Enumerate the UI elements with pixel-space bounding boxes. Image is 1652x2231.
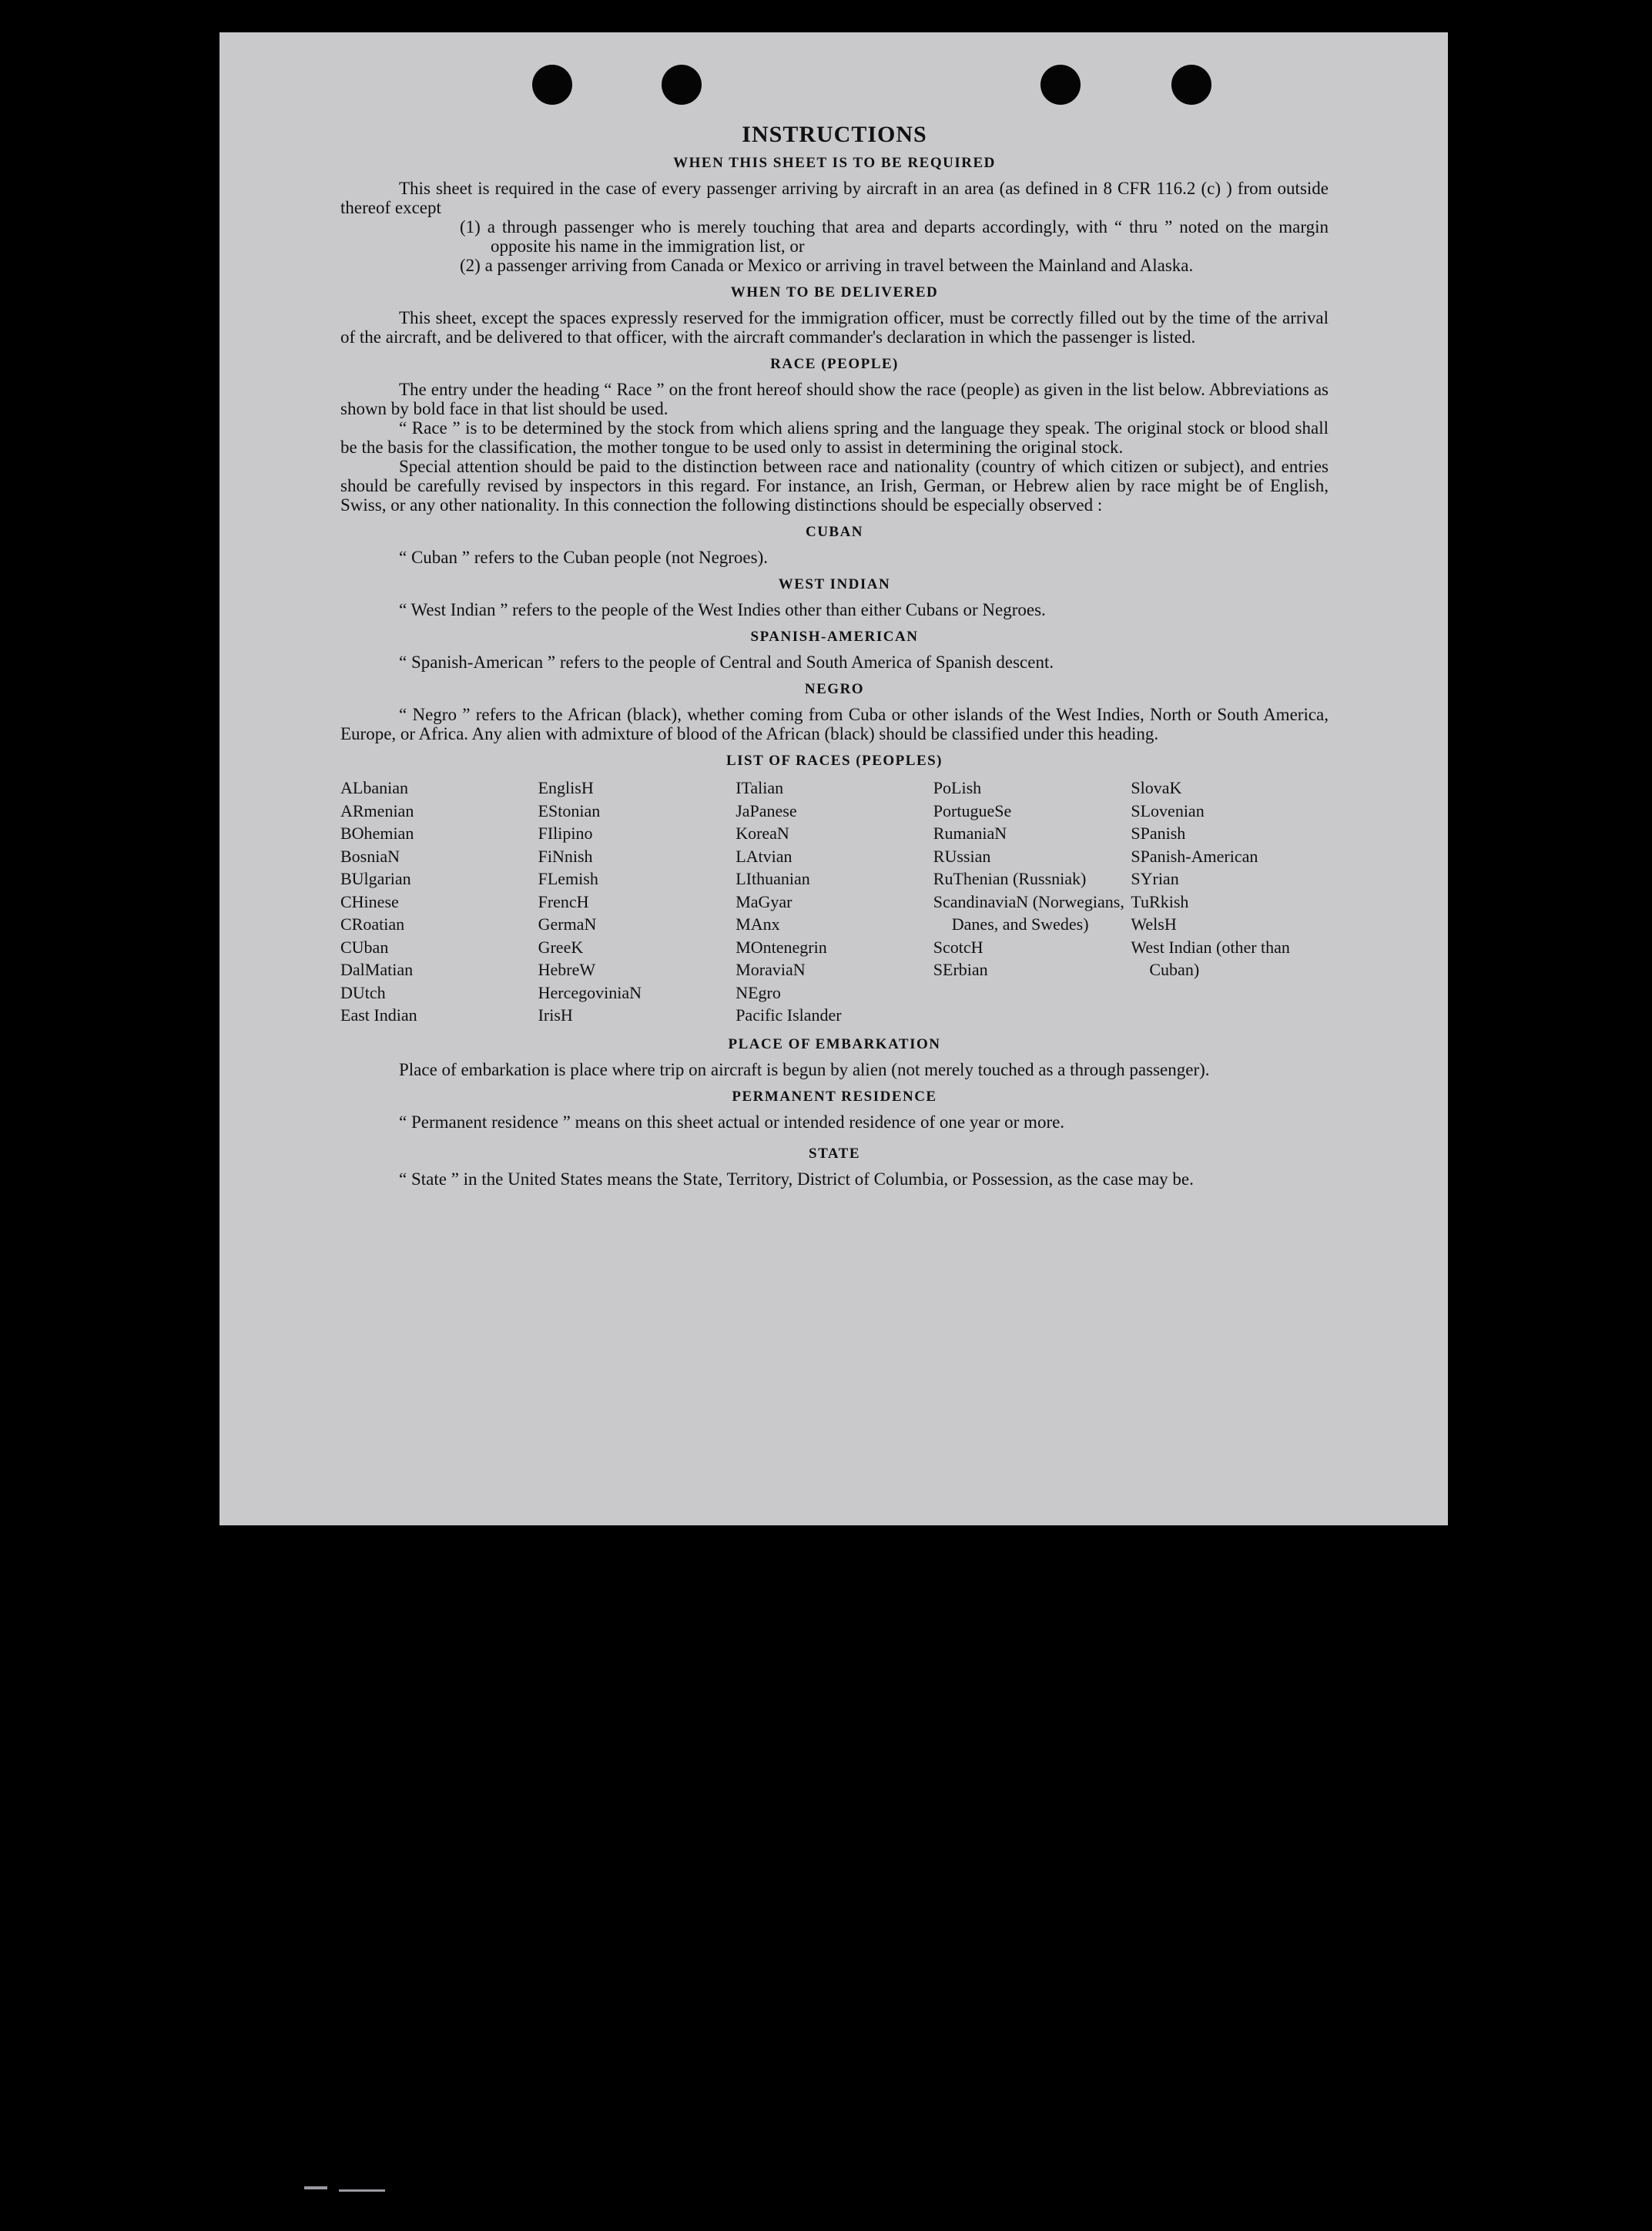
punch-hole	[1171, 65, 1211, 105]
race-list-item: MoraviaN	[736, 960, 806, 979]
race-list-item: IrisH	[538, 1005, 573, 1025]
required-item-1: (1) a through passenger who is merely touching that area and departs accordingly, with “ thru ” noted on the margin opposite his name in the immigration list, or	[460, 217, 1329, 256]
race-list-item: FLemish	[538, 869, 598, 888]
document-sheet	[219, 32, 1448, 1525]
race-list-column	[340, 777, 538, 1027]
section-heading-delivered: WHEN TO BE DELIVERED	[730, 284, 939, 300]
state-text: “ State ” in the United States means the State, Territory, District of Columbia, or Possession, as the case may be.	[399, 1169, 1194, 1189]
race-paragraph-3: Special attention should be paid to the distinction between race and nationality (country of which citizen or subject), and entries should be carefully revised by inspectors in this regard. For instance, an Irish, German, or Hebrew alien by race might be of English, Swiss, or any other nationality. In this connection the following distinctions should be especially observed :	[340, 457, 1329, 515]
section-heading-negro: NEGRO	[804, 681, 865, 697]
race-list-item: East Indian	[340, 1005, 417, 1025]
race-list-item: TuRkish	[1131, 891, 1189, 911]
race-list-item: SLovenian	[1131, 800, 1205, 820]
section-heading-spanish-american: SPANISH-AMERICAN	[750, 629, 919, 645]
race-list-item: Pacific Islander	[736, 1005, 842, 1025]
punch-hole	[1040, 65, 1081, 105]
race-list-item: FiNnish	[538, 846, 593, 866]
negro-text: “ Negro ” refers to the African (black), whether coming from Cuba or other islands of the West Indies, North or South America, Europe, or Africa. Any alien with admixture of blood of the African (black) should be classified under this heading.	[340, 705, 1329, 743]
race-list-item: SErbian	[933, 960, 988, 979]
race-list-item: CUban	[340, 937, 389, 957]
race-list-item: GermaN	[538, 914, 597, 934]
residence-text: “ Permanent residence ” means on this sheet actual or intended residence of one year or more.	[399, 1112, 1065, 1132]
delivered-text: This sheet, except the spaces expressly reserved for the immigration officer, must be correctly filled out by the time of the arrival of the aircraft, and be delivered to that officer, with the aircraft commander's declaration in which the passenger is listed.	[340, 308, 1329, 347]
scan-edge-fragment	[339, 2189, 385, 2192]
race-paragraph-2: “ Race ” is to be determined by the stock from which aliens spring and the language they speak. The original stock or blood shall be the basis for the classification, the mother tongue to be used only to assist in determining the original stock.	[340, 418, 1329, 457]
spanish-american-text: “ Spanish-American ” refers to the people of Central and South America of Spanish descent.	[399, 653, 1054, 672]
west-indian-text: “ West Indian ” refers to the people of the West Indies other than either Cubans or Negroes.	[399, 600, 1046, 619]
race-list-item: DUtch	[340, 982, 386, 1002]
race-list-item: CHinese	[340, 891, 399, 911]
race-list-item: RUssian	[933, 846, 991, 866]
embarkation-text: Place of embarkation is place where trip on aircraft is begun by alien (not merely touched as a through passenger).	[399, 1059, 1210, 1079]
section-heading-required: WHEN THIS SHEET IS TO BE REQUIRED	[673, 155, 996, 171]
section-heading-state: STATE	[809, 1145, 860, 1162]
cuban-text: “ Cuban ” refers to the Cuban people (not Negroes).	[399, 548, 769, 567]
race-list-item: MAnx	[736, 914, 780, 934]
race-list-item: HebreW	[538, 960, 596, 979]
race-paragraph-1: The entry under the heading “ Race ” on the front hereof should show the race (people) as given in the list below. Abbreviations as shown by bold face in that list should be used.	[340, 380, 1329, 418]
race-list-item: ITalian	[736, 778, 784, 797]
section-heading-embarkation: PLACE OF EMBARKATION	[728, 1035, 941, 1052]
punch-hole	[662, 65, 702, 105]
race-list-item: BOhemian	[340, 824, 414, 843]
required-item-2: (2) a passenger arriving from Canada or Mexico or arriving in travel between the Mainland and Alaska.	[460, 256, 1194, 275]
race-list-item: SYrian	[1131, 869, 1179, 888]
race-list-item: DalMatian	[340, 960, 414, 979]
race-list-item: GreeK	[538, 937, 584, 957]
section-heading-race-list: LIST OF RACES (PEOPLES)	[725, 753, 943, 769]
race-list-item: EStonian	[538, 800, 601, 820]
race-list-column	[1131, 777, 1329, 1027]
race-list-item: BUlgarian	[340, 869, 411, 888]
section-heading-west-indian: WEST INDIAN	[778, 576, 891, 592]
race-list-item: SlovaK	[1131, 778, 1182, 797]
race-list-item: CRoatian	[340, 914, 405, 934]
race-list-item: ARmenian	[340, 800, 414, 820]
race-list-column	[736, 777, 933, 1027]
race-list-item: ScotcH	[933, 937, 983, 957]
race-list	[340, 777, 1329, 1027]
race-list-item: SPanish	[1131, 824, 1186, 843]
race-list-item: LAtvian	[736, 846, 792, 866]
race-list-item: RuThenian (Russniak)	[933, 869, 1087, 888]
race-list-item: LIthuanian	[736, 869, 810, 888]
required-intro: This sheet is required in the case of every passenger arriving by aircraft in an area (as defined in 8 CFR 116.2 (c) ) from outside thereof except	[340, 179, 1329, 217]
race-list-item: KoreaN	[736, 824, 789, 843]
section-heading-residence: PERMANENT RESIDENCE	[732, 1088, 937, 1105]
race-list-item: WelsH	[1131, 914, 1177, 934]
race-list-item: PoLish	[933, 778, 982, 797]
race-list-column	[933, 777, 1131, 1027]
race-list-item: MaGyar	[736, 891, 792, 911]
race-list-column	[538, 777, 736, 1027]
race-list-item: MOntenegrin	[736, 937, 827, 957]
page-title: INSTRUCTIONS	[742, 122, 927, 147]
section-heading-race: RACE (PEOPLE)	[770, 356, 899, 372]
race-list-item: FrencH	[538, 891, 589, 911]
scan-edge-fragment	[304, 2186, 327, 2189]
race-list-item: FIlipino	[538, 824, 593, 843]
race-list-item: NEgro	[736, 982, 781, 1002]
race-list-item: West Indian (other than Cuban)	[1131, 937, 1290, 979]
race-list-item: BosniaN	[340, 846, 400, 866]
punch-hole	[532, 65, 572, 105]
race-list-item: HercegoviniaN	[538, 982, 642, 1002]
race-list-item: ScandinaviaN (Norwegians, Danes, and Swedes)	[933, 891, 1124, 934]
instructions-content	[340, 122, 1329, 1189]
race-list-item: ALbanian	[340, 778, 408, 797]
race-list-item: EnglisH	[538, 778, 594, 797]
race-list-item: SPanish-American	[1131, 846, 1258, 866]
race-list-item: RumaniaN	[933, 824, 1007, 843]
race-list-item: PortugueSe	[933, 800, 1012, 820]
section-heading-cuban: CUBAN	[805, 524, 864, 540]
race-list-item: JaPanese	[736, 800, 797, 820]
